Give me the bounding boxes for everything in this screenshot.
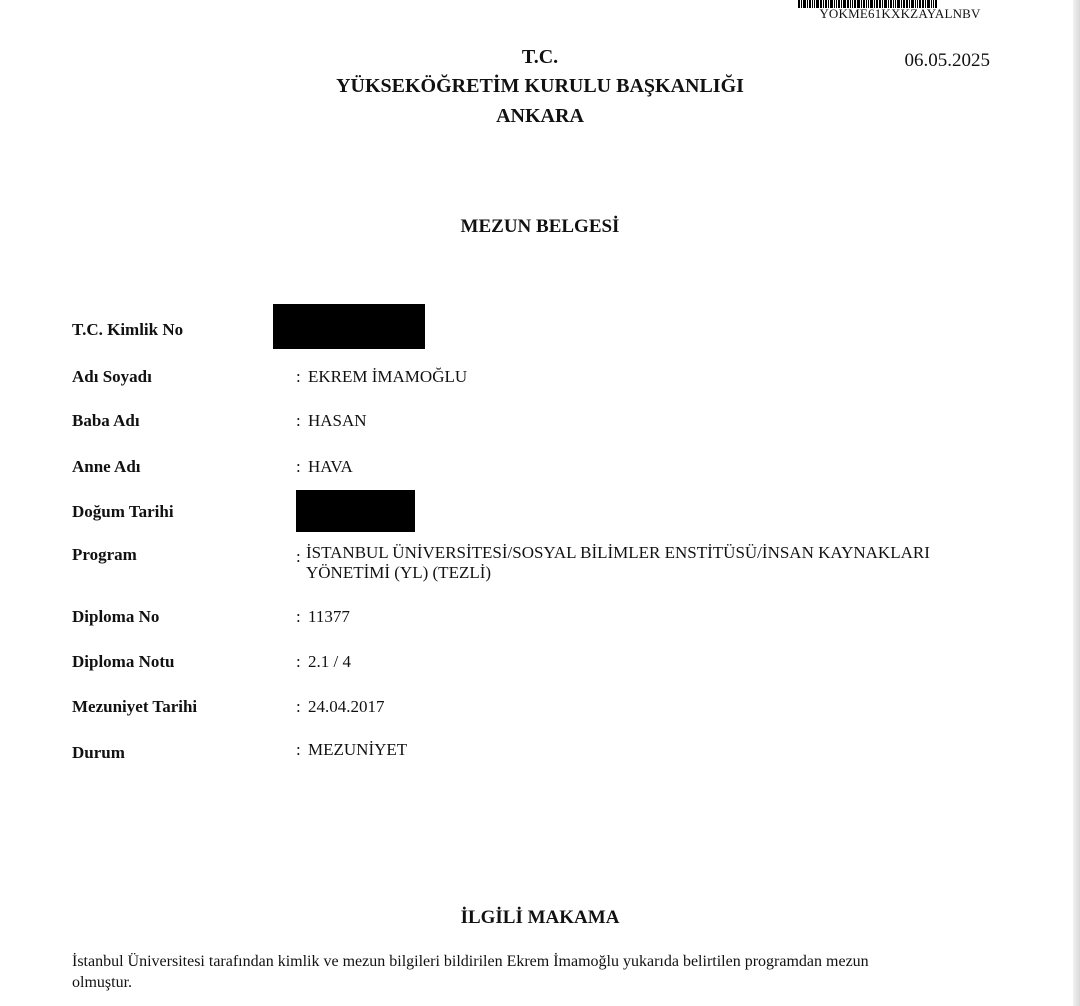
value-durum: [296, 740, 996, 760]
value-diploma-notu: [296, 652, 996, 672]
label-dogum-tarihi: Doğum Tarihi: [72, 502, 174, 521]
value-diploma-no: [296, 607, 996, 627]
adi-soyadi-text: EKREM İMAMOĞLU: [308, 367, 468, 386]
label-tc-kimlik: T.C. Kimlik No: [72, 320, 184, 339]
addressee-heading: İLGİLİ MAKAMA: [460, 907, 620, 928]
document-date: 06.05.2025: [904, 50, 990, 71]
program-line-1: İSTANBUL ÜNİVERSİTESİ/SOSYAL BİLİMLER ENSTİTÜSÜ/İNSAN KAYNAKLARI: [306, 543, 930, 562]
label-diploma-notu: Diploma Notu: [72, 652, 175, 671]
separator: :: [296, 411, 301, 430]
separator: :: [296, 740, 301, 759]
value-program: [296, 543, 1016, 583]
separator: :: [296, 457, 301, 476]
header-institution: YÜKSEKÖĞRETİM KURULU BAŞKANLIĞI: [336, 75, 744, 97]
redaction-dogum-tarihi: [296, 490, 415, 532]
label-adi-soyadi: Adı Soyadı: [72, 367, 152, 386]
document-title: MEZUN BELGESİ: [460, 216, 620, 237]
diploma-no-text: 11377: [308, 607, 350, 626]
durum-text: MEZUNİYET: [308, 740, 408, 759]
barcode-code: YOKME61KXKZAYALNBV: [819, 6, 981, 21]
value-mezuniyet-tarihi: [296, 697, 996, 717]
program-text: [306, 543, 930, 583]
label-anne-adi: Anne Adı: [72, 457, 141, 476]
header-city: ANKARA: [496, 105, 584, 127]
anne-adi-text: HAVA: [308, 457, 353, 476]
separator: :: [296, 652, 301, 671]
value-baba-adi: [296, 411, 996, 431]
certification-line-1: İstanbul Üniversitesi tarafından kimlik ve mezun bilgileri bildirilen Ekrem İmamoğlu yukarıda belirtilen programdan mezun: [72, 953, 869, 970]
baba-adi-text: HASAN: [308, 411, 367, 430]
page-edge: [1073, 0, 1080, 1006]
label-program: Program: [72, 545, 137, 564]
program-line-2: YÖNETİMİ (YL) (TEZLİ): [306, 563, 492, 582]
value-adi-soyadi: [296, 367, 996, 387]
header-tc: T.C.: [521, 46, 559, 68]
label-diploma-no: Diploma No: [72, 607, 160, 626]
separator: :: [296, 367, 301, 386]
label-mezuniyet-tarihi: Mezuniyet Tarihi: [72, 697, 198, 716]
label-baba-adi: Baba Adı: [72, 411, 140, 430]
separator: :: [296, 697, 301, 716]
redaction-tc-kimlik: [273, 304, 425, 349]
mezuniyet-tarihi-text: 24.04.2017: [308, 697, 385, 716]
diploma-notu-text: 2.1 / 4: [308, 652, 351, 671]
separator: :: [296, 547, 301, 566]
label-durum: Durum: [72, 743, 125, 762]
certification-line-2: olmuştur.: [72, 974, 133, 991]
separator: :: [296, 607, 301, 626]
value-anne-adi: [296, 457, 996, 477]
certification-text: [72, 951, 992, 993]
